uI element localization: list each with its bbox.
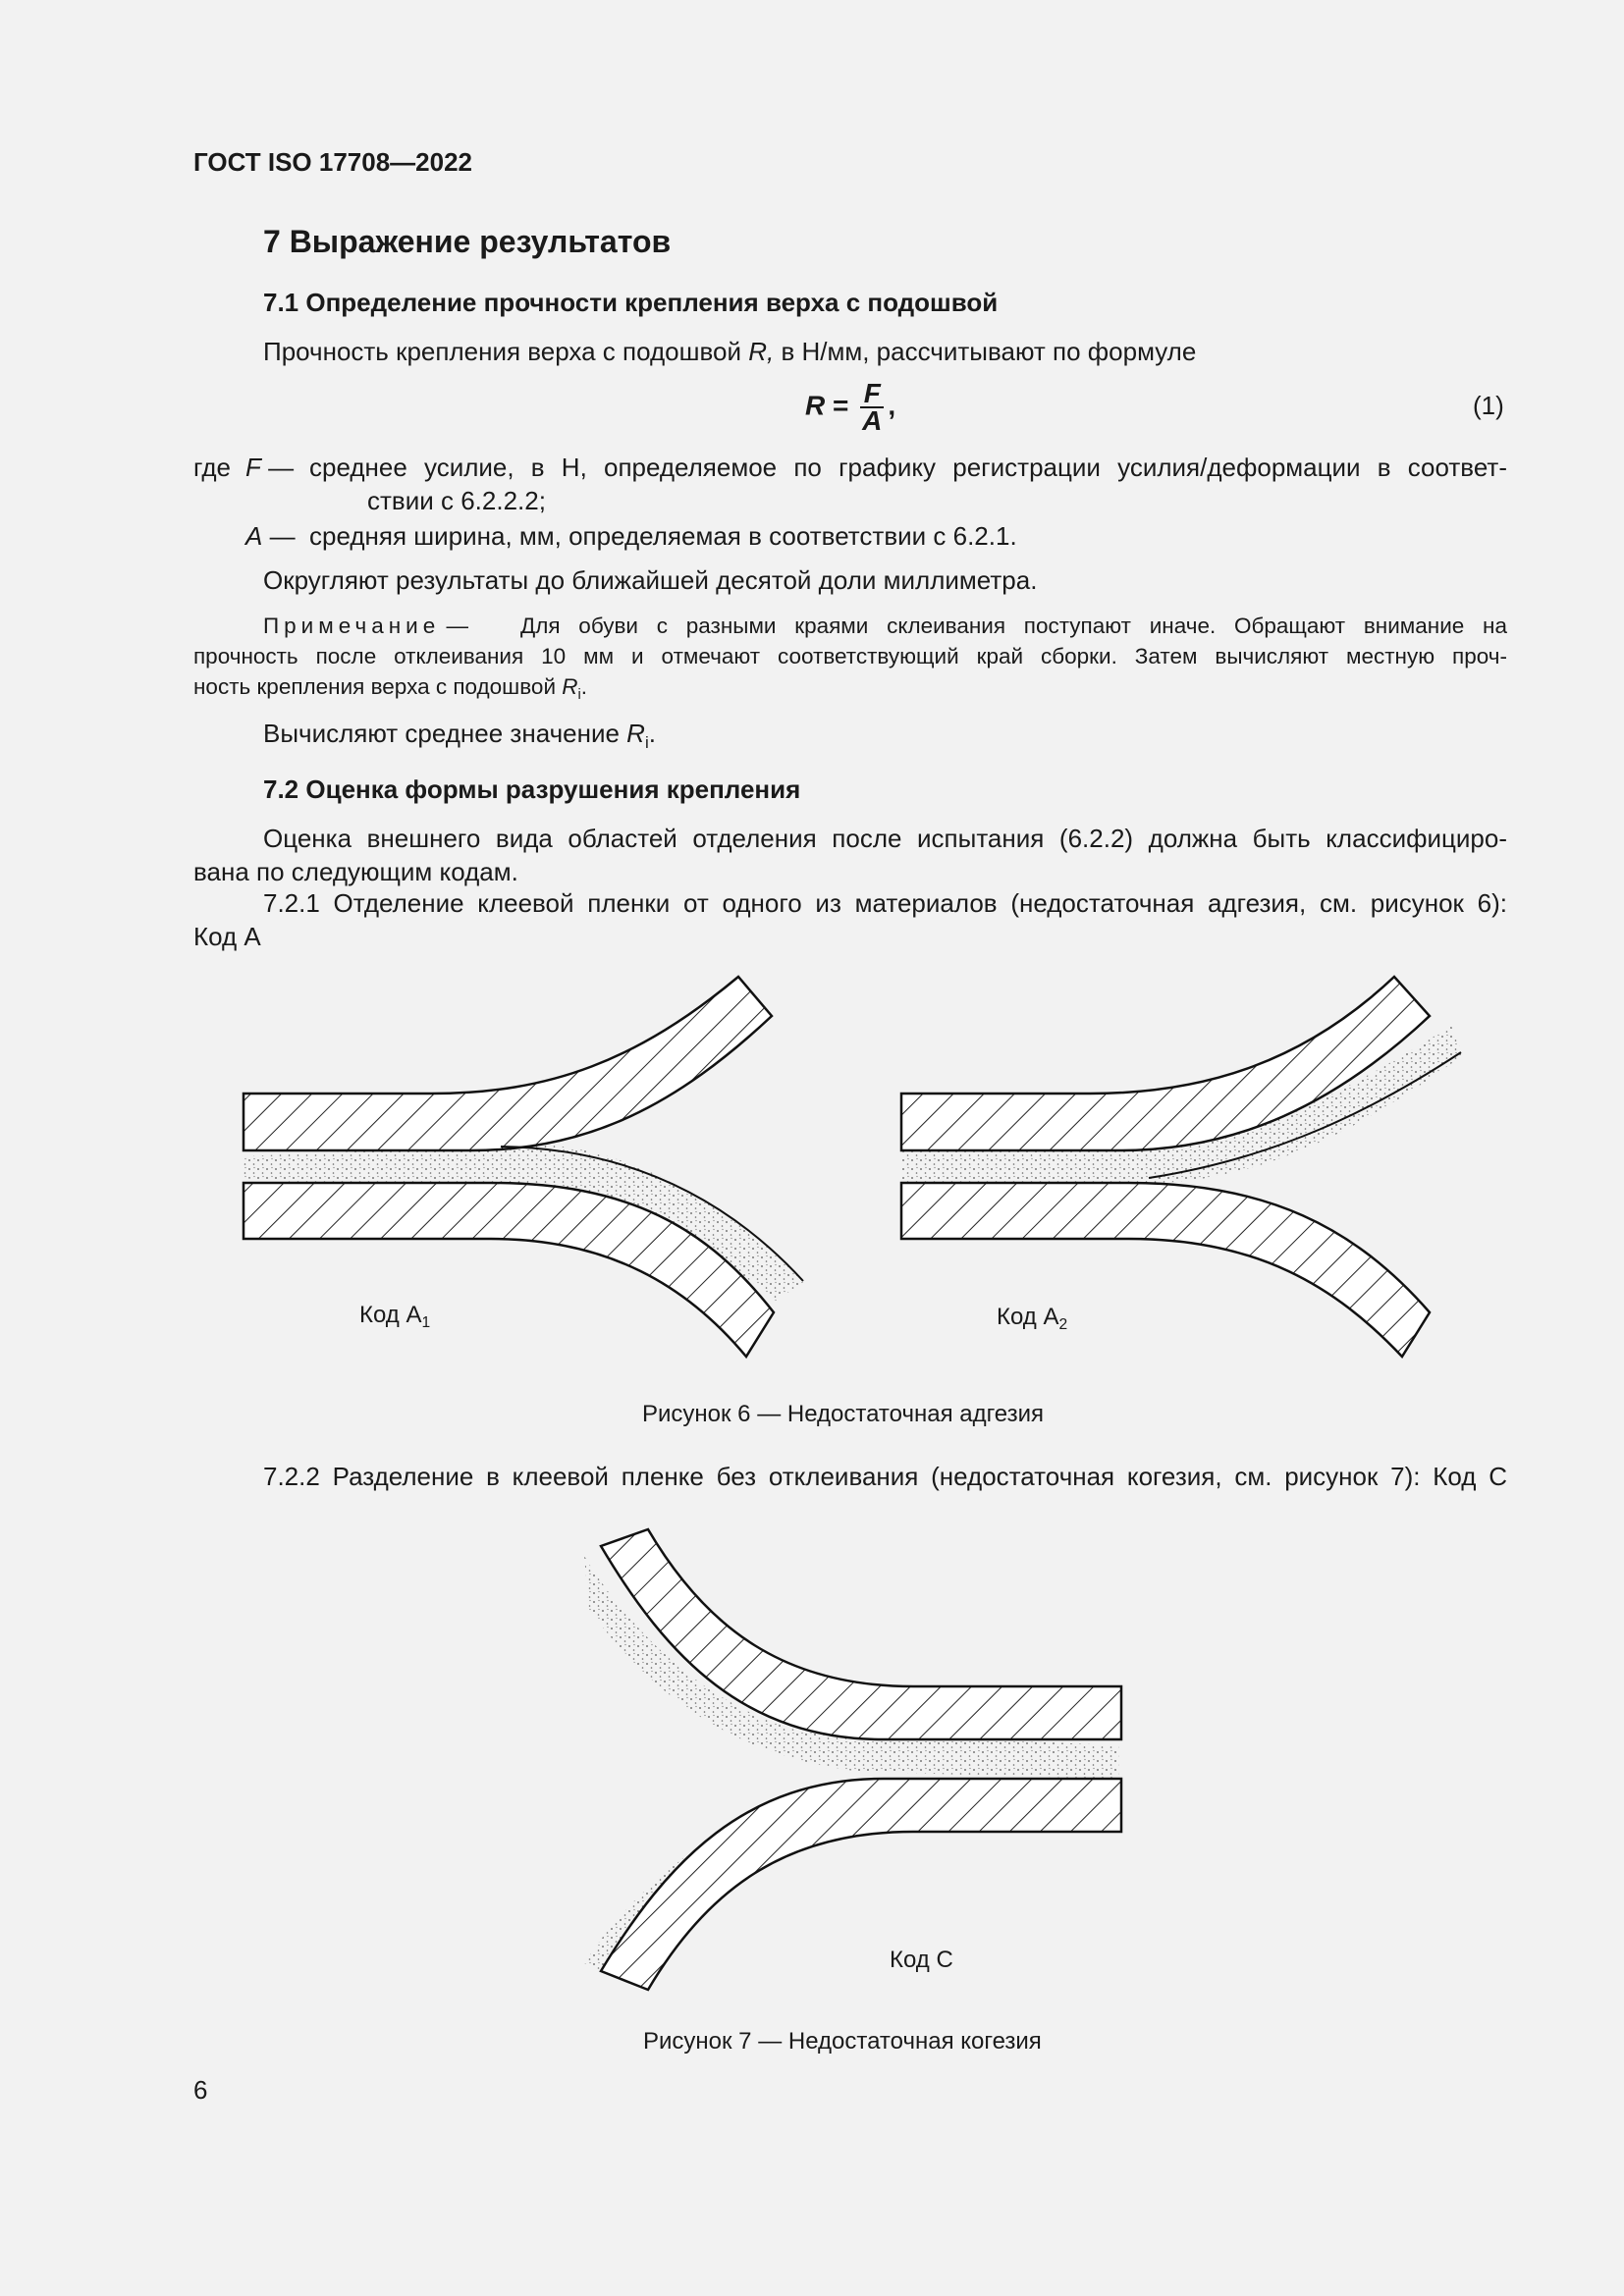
figure6-label-a2: Код $А_2$ <box>997 1304 1068 1334</box>
s72-intro-line1: Оценка внешнего вида областей отделения после испытания (6.2.2) должна быть классифициро- <box>263 824 1507 853</box>
s72-intro-line2: вана по следующим кодам. <box>193 857 518 886</box>
note-line3: ность крепления верха с подошвой $R_i$. <box>193 674 588 704</box>
note-label: Примечание — <box>263 614 468 638</box>
formula: R = $\frac{F}{A}$ , <box>805 378 896 436</box>
fraction: $\frac{F}{A}$ <box>862 378 883 436</box>
where-f-text-line1: среднее усилие, в Н, определяемое по графику регистрации усилия/деформации в соответ- <box>309 453 1507 482</box>
mean-value-text: Вычисляют среднее значение $R_i$. <box>263 719 656 752</box>
subsection-7-1-title: 7.1 Определение прочности крепления верха с подошвой <box>263 288 999 317</box>
s721-line1: 7.2.1 Отделение клеевой пленки от одного из материалов (недостаточная адгезия, см. рисунок 6): <box>263 888 1507 918</box>
page-number: 6 <box>193 2075 208 2105</box>
figure7-code-c-diagram <box>584 1529 1121 1990</box>
section-title: 7 Выражение результатов <box>263 224 672 259</box>
figure6-caption: Рисунок 6 — Недостаточная адгезия <box>642 1401 1045 1427</box>
figure6-label-a1: Код $А_1$ <box>359 1302 431 1332</box>
document-header: ГОСТ ISO 17708—2022 <box>193 147 473 177</box>
figure6-code-a1-diagram <box>244 977 805 1357</box>
note-line1: Для обуви с разными краями склеивания поступают иначе. Обращают внимание на <box>520 614 1507 638</box>
c-upper-strip <box>601 1529 1121 1739</box>
rounding-text: Округляют результаты до ближайшей десятой доли миллиметра. <box>263 565 1038 595</box>
note-line2: прочность после отклеивания 10 мм и отмечают соответствующий край сборки. Затем вычисляют местную проч- <box>193 644 1507 668</box>
s721-line2: Код А <box>193 922 261 951</box>
where-f-text-line2: ствии с 6.2.2.2; <box>367 486 546 515</box>
c-lower-strip <box>601 1779 1121 1990</box>
s722-text: 7.2.2 Разделение в клеевой пленке без отклеивания (недостаточная когезия, см. рисунок 7): Код С <box>263 1462 1507 1491</box>
a1-upper-strip <box>244 977 772 1150</box>
subsection-7-2-title: 7.2 Оценка формы разрушения крепления <box>263 774 801 804</box>
where-symbol-a: A — <box>245 521 296 551</box>
a2-lower-strip <box>901 1183 1430 1357</box>
where-a-text: средняя ширина, мм, определяемая в соответствии с 6.2.1. <box>309 521 1017 551</box>
where-symbol-f: F — <box>245 453 295 482</box>
where-word: где <box>193 453 231 482</box>
figure6-code-a2-diagram <box>901 977 1463 1357</box>
equation-number: (1) <box>1473 391 1504 420</box>
formula-intro: Прочность крепления верха с подошвой R, в Н/мм, рассчитывают по формуле <box>263 337 1197 366</box>
figure7-caption: Рисунок 7 — Недостаточная когезия <box>643 2028 1042 2055</box>
figure7-label-c: Код С <box>890 1947 953 1973</box>
